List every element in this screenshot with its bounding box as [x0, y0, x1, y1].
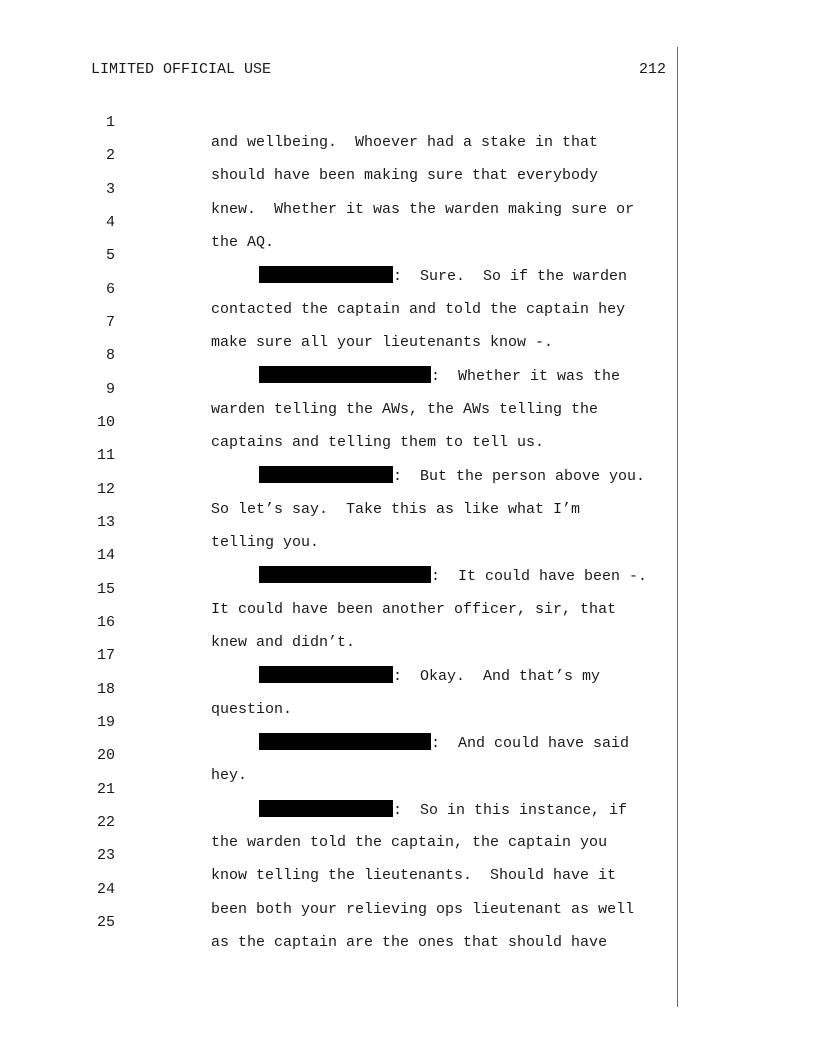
line-number: 1 — [105, 114, 115, 131]
line-number: 16 — [96, 614, 115, 631]
line-text: It could have been another officer, sir, that — [211, 601, 617, 618]
line-text: hey. — [211, 767, 248, 784]
line-text: know telling the lieutenants. Should have it — [211, 867, 617, 884]
line-number: 13 — [96, 514, 115, 531]
line-number: 15 — [96, 581, 115, 598]
transcript-line — [0, 760, 816, 819]
line-text: question. — [211, 701, 293, 718]
transcript-line — [0, 593, 816, 651]
line-number: 20 — [96, 747, 115, 764]
transcript-line — [0, 126, 816, 184]
transcript-line — [0, 460, 816, 518]
line-number: 7 — [105, 314, 115, 331]
line-text: So let’s say. Take this as like what I’m — [211, 501, 581, 518]
line-number: 8 — [105, 347, 115, 364]
line-text: telling you. — [211, 534, 320, 551]
transcript-line — [0, 426, 816, 485]
transcript-line — [0, 526, 816, 585]
line-number: 23 — [96, 847, 115, 864]
transcript-line — [0, 293, 816, 351]
line-number: 22 — [96, 814, 115, 831]
line-text: : But the person above you. — [393, 468, 646, 485]
line-text: should have been making sure that everybody — [211, 167, 599, 184]
transcript-line — [0, 560, 816, 618]
line-number: 17 — [96, 647, 115, 664]
transcript-line — [0, 493, 816, 551]
line-text: : Whether it was the — [431, 368, 621, 385]
line-number: 4 — [105, 214, 115, 231]
line-text: knew. Whether it was the warden making sure or — [211, 201, 635, 218]
transcript-line — [0, 693, 816, 752]
line-number: 19 — [96, 714, 115, 731]
line-text: knew and didn’t. — [211, 634, 356, 651]
transcript-line — [0, 660, 816, 718]
line-text: contacted the captain and told the captain hey — [211, 301, 626, 318]
transcript-line — [0, 793, 816, 851]
line-text: : Sure. So if the warden — [393, 268, 628, 285]
transcript-line — [0, 360, 816, 418]
line-number: 25 — [96, 914, 115, 931]
transcript-line — [0, 93, 816, 151]
line-text: make sure all your lieutenants know -. — [211, 334, 554, 351]
line-number: 6 — [105, 281, 115, 298]
line-text: : And could have said — [431, 735, 630, 752]
line-text: been both your relieving ops lieutenant as well — [211, 901, 635, 918]
line-number: 14 — [96, 547, 115, 564]
line-number: 18 — [96, 681, 115, 698]
transcript-line — [0, 860, 816, 918]
line-text: and wellbeing. Whoever had a stake in that — [211, 134, 599, 151]
line-text: warden telling the AWs, the AWs telling the — [211, 401, 599, 418]
line-text: : Okay. And that’s my — [393, 668, 601, 685]
line-text: : So in this instance, if — [393, 802, 628, 819]
classification-header: LIMITED OFFICIAL USE — [91, 61, 272, 78]
transcript-line — [0, 393, 816, 451]
line-number: 24 — [96, 881, 115, 898]
line-number: 21 — [96, 781, 115, 798]
line-number: 2 — [105, 147, 115, 164]
transcript-line — [0, 826, 816, 884]
transcript-line — [0, 226, 816, 285]
line-number: 3 — [105, 181, 115, 198]
line-number: 10 — [96, 414, 115, 431]
line-text: the warden told the captain, the captain you — [211, 834, 608, 851]
line-number: 12 — [96, 481, 115, 498]
transcript-line — [0, 626, 816, 685]
transcript-line — [0, 326, 816, 385]
transcript-line — [0, 160, 816, 218]
line-text: captains and telling them to tell us. — [211, 434, 545, 451]
line-text: as the captain are the ones that should have — [211, 934, 608, 951]
transcript-line — [0, 893, 816, 951]
line-number: 9 — [105, 381, 115, 398]
line-number: 5 — [105, 247, 115, 264]
line-number: 11 — [96, 447, 115, 464]
transcript-line — [0, 726, 816, 784]
transcript-line — [0, 260, 816, 318]
line-text: : It could have been -. — [431, 568, 648, 585]
page-number: 212 — [638, 61, 666, 78]
line-text: the AQ. — [211, 234, 275, 251]
transcript-line — [0, 193, 816, 251]
